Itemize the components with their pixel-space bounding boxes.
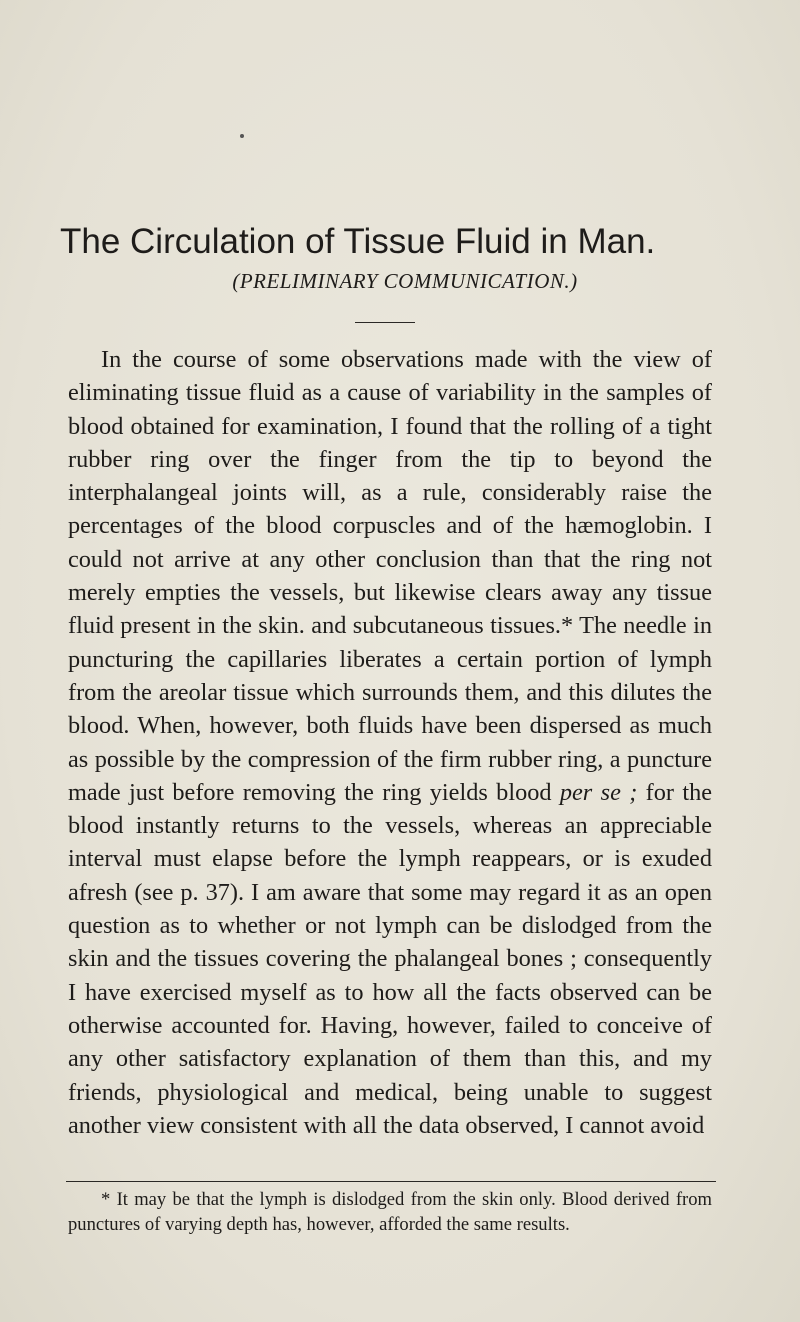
body-text-part2: for the blood instantly returns to the vessels, whereas an appreciable interval must elapse before the lymph reappears, or is exuded afresh (see p. 37). I am aware that some may regard it as an open question as to whether or not lymph can be dislodged from the skin and the tissues covering the phalangeal bones ; consequently I have exercised myself as to how all the facts observed can be otherwise accounted for. Having, however, failed to conceive of any other satisfactory explanation of them than this, and my friends, physiological and medical, being unable to suggest another view consistent with all the data observed, I cannot avoid [68,778,713,1139]
body-text-italic: per se ; [559,778,638,806]
body-paragraph [68,343,712,1142]
article-title: The Circulation of Tissue Fluid in Man. [60,222,656,261]
article-subtitle: (PRELIMINARY COMMUNICATION.) [232,269,578,293]
title-divider [355,322,415,323]
body-text-part1: In the course of some observations made with the view of eliminating tissue fluid as a cause of variability in the samples of blood obtained for examination, I found that the rolling of a tight rubber ring over the finger from the tip to beyond the interphalangeal joints will, as a rule, considerably raise the percentages of the blood corpuscles and of the hæmoglobin. I could not arrive at any other conclusion than that the ring not merely empties the vessels, but likewise clears away any tissue fluid present in the skin. and subcutaneous tissues.* The needle in puncturing the capillaries liberates a certain portion of lymph from the areolar tissue which surrounds them, and this dilutes the blood. When, however, both fluids have been dispersed as much as possible by the compression of the firm rubber ring, a puncture made just before removing the ring yields blood [68,346,712,806]
footnote: * It may be that the lymph is dislodged from the skin only. Blood derived from punctures of varying depth has, however, afforded the same results. [68,1189,712,1235]
footnote-divider [66,1181,716,1182]
page-speck [240,134,244,138]
